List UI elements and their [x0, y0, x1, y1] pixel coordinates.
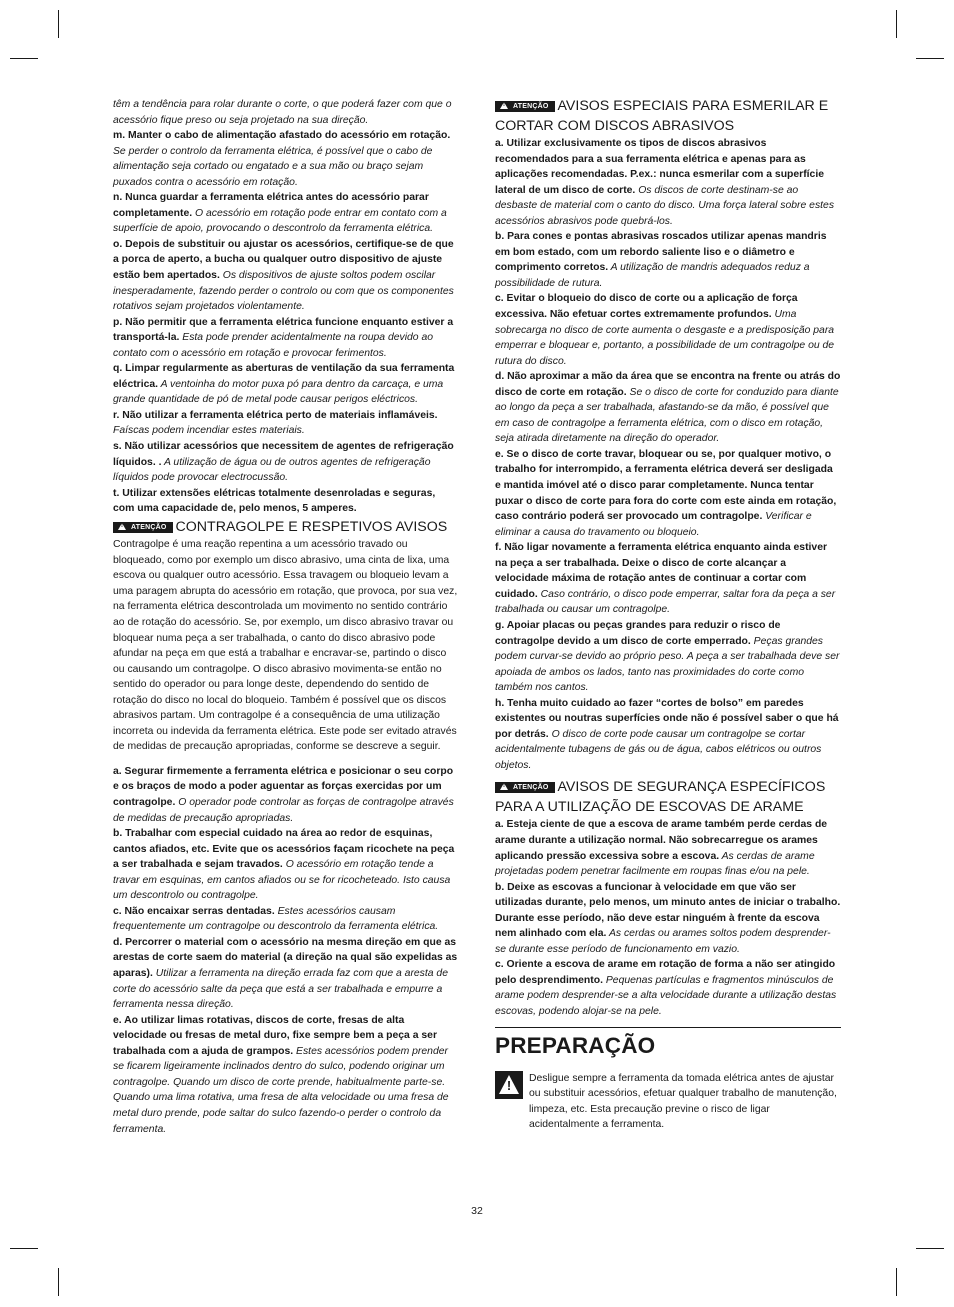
- section-divider: [495, 1027, 841, 1028]
- preparation-warning-text: Desligue sempre a ferramenta da tomada elétrica antes de ajustar ou substituir acessórios, efetuar qualquer trabalho de manutenção, limpeza, etc. Esta precaução previne o risco de ligar acidentalmente a ferramenta.: [529, 1072, 837, 1131]
- right-column: [495, 97, 841, 1133]
- warning-item-r: r. Não utilizar a ferramenta elétrica perto de materiais inflamáveis. Faíscas podem incendiar estes materiais.: [113, 409, 438, 437]
- disc-item-c: c. Evitar o bloqueio do disco de corte ou a aplicação de força excessiva. Não efetuar cortes extremamente profundos. Uma sobrecarga no disco de corte aumenta o desgaste e a predisposição para emperrar e bloquear e, portanto, a possibilidade de um contragolpe ou de rutura do disco.: [495, 293, 835, 367]
- kickback-description: Contragolpe é uma reação repentina a um acessório travado ou bloqueado, como por exemplo um disco abrasivo, uma cinta de lixa, uma escova ou qualquer outro acessório. Essa travagem ou bloqueio levam a uma paragem abrupta do acessório em rotação, que provoca, por sua vez, na ferramenta elétrica descontrolada um movimento no sentido contrário ao de rotação do acessório. Se, por exemplo, um disco abrasivo travar ou bloquear numa peça a ser trabalhada, o canto do disco abrasivo pode afundar na peça em que está a trabalhar e encravar-se, partindo o disco ou causando um contragolpe. O disco abrasivo movimenta-se então no sentido do operador ou para longe deste, dependendo do sentido de rotação do disco no local do bloqueio. Também é possível que os discos abrasivos partam. Um contragolpe é a consequência de uma utilização incorreta ou indevida da ferramenta elétrica. Este pode ser evitado através de medidas de precaução apropriadas, conforme se descreve a seguir.: [113, 539, 458, 753]
- section-heading-kickback: !ATENÇÃO CONTRAGOLPE E RESPETIVOS AVISOS: [113, 518, 459, 538]
- brush-item-b: b. Deixe as escovas a funcionar à velocidade em que vão ser utilizadas durante, pelo menos, um minuto antes de iniciar o trabalho. Durante esse período, não deve estar ninguém à frente da escova nem alinhado com ela. As cerdas ou arames soltos podem desprender-se durante esse período de funcionamento em vazio.: [495, 881, 841, 955]
- warning-triangle-icon: [118, 523, 126, 530]
- brush-item-c: c. Oriente a escova de arame em rotação de forma a não ser atingido pelo desprendimento. Pequenas partículas e fragmentos minúsculos de arame podem desprender-se a alta velocidade durante a utilização destas escovas, podendo alojar-se na pele.: [495, 959, 837, 1017]
- kickback-item-b: b. Trabalhar com especial cuidado na área ao redor de esquinas, cantos afiados, etc. Evite que os acessórios façam ricochete na peça a ser trabalhada e sejam travados. O acessório em rotação tende a travar em esquinas, em cantos afiados ou se for ricocheteado. Isto causa um descontrolo ou contragolpe.: [113, 828, 455, 902]
- crop-mark: [916, 1248, 944, 1249]
- crop-mark: [896, 10, 897, 38]
- warning-item-m: m. Manter o cabo de alimentação afastado do acessório em rotação. Se perder o controlo da ferramenta elétrica, é possível que o cabo de alimentação seja cortado ou engatado e a sua mão ou braço sejam puxados contra o acessório em rotação.: [113, 130, 451, 188]
- left-column: [113, 97, 459, 1137]
- warning-icon: !: [495, 1071, 523, 1099]
- warning-badge: !ATENÇÃO: [495, 101, 555, 112]
- warning-item-t: t. Utilizar extensões elétricas totalmente desenroladas e seguras, com uma capacidade de, pelo menos, 5 amperes.: [113, 487, 436, 515]
- warning-badge: !ATENÇÃO: [113, 522, 173, 533]
- preparation-warning: [495, 1071, 841, 1133]
- crop-mark: [896, 1268, 897, 1296]
- disc-item-a: a. Utilizar exclusivamente os tipos de discos abrasivos recomendados para a sua ferramenta elétrica e apenas para as aplicações recomendadas. P.ex.: nunca esmerilar com a superfície lateral de um disco de corte. Os discos de corte destinam-se ao desbaste de material com o canto do disco. Uma força lateral sobre estes acessórios abrasivos pode quebrá-los.: [495, 138, 835, 227]
- crop-mark: [58, 1268, 59, 1296]
- warning-item-n: n. Nunca guardar a ferramenta elétrica antes do acessório parar completamente. O acessório em rotação pode entrar em contato com a superfície de apoio, provocando o descontrolo da ferramenta elétrica.: [113, 192, 447, 235]
- section-heading-abrasive-discs: !ATENÇÃO AVISOS ESPECIAIS PARA ESMERILAR E CORTAR COM DISCOS ABRASIVOS: [495, 97, 841, 136]
- warning-badge: !ATENÇÃO: [495, 782, 555, 793]
- warning-triangle-icon: [500, 783, 508, 790]
- warning-item-o: o. Depois de substituir ou ajustar os acessórios, certifique-se de que a porca de aperto, a bucha ou qualquer outro dispositivo de ajuste estão bem apertados. Os dispositivos de ajuste soltos podem oscilar inesperadamente, fazendo perder o controlo ou com que os componentes rotativos sejam projetados violentamente.: [113, 238, 454, 313]
- kickback-item-c: c. Não encaixar serras dentadas. Estes acessórios causam frequentemente um contragolpe ou descontrolo da ferramenta elétrica.: [113, 905, 439, 933]
- crop-mark: [10, 1248, 38, 1249]
- disc-item-d: d. Não aproximar a mão da área que se encontra na frente ou atrás do disco de corte em rotação. Se o disco de corte for conduzido para diante ao longo da peça a ser trabalhada, afastando-se da mão, é possível que em caso de contragolpe a ferramenta elétrica, com o disco em rotação, seja atirada diretamente na direção do operador.: [495, 371, 841, 445]
- crop-mark: [58, 10, 59, 38]
- preparation-title: PREPARAÇÃO: [495, 1032, 656, 1058]
- warning-triangle-icon: [500, 102, 508, 109]
- disc-item-h: h. Tenha muito cuidado ao fazer “cortes de bolso” em paredes existentes ou noutras superfícies onde não é possível saber o que há por detrás. O disco de corte pode causar um contragolpe se cortar acidentalmente tubagens de gás ou de água, cabos elétricos ou outros objetos.: [495, 697, 839, 771]
- warning-item-s: s. Não utilizar acessórios que necessitem de agentes de refrigeração líquidos. . A utilização de água ou de outros agentes de refrigeração líquidos pode provocar electrocussão.: [113, 441, 454, 484]
- paragraph-continued: têm a tendência para rolar durante o corte, o que poderá fazer com que o acessório fique preso ou seja projetado na sua direção.: [113, 99, 452, 126]
- warning-item-q: q. Limpar regularmente as aberturas de ventilação da sua ferramenta eléctrica. A ventoinha do motor puxa pó para dentro da carcaça, e uma grande quantidade de pó de metal pode causar perigos eléctricos.: [113, 363, 455, 406]
- crop-mark: [916, 58, 944, 59]
- disc-item-b: b. Para cones e pontas abrasivas roscados utilizar apenas mandris em bom estado, com um rebordo saliente liso e o diâmetro e comprimento corretos. A utilização de mandris adequados reduz a possibilidade de rutura.: [495, 231, 827, 289]
- kickback-item-e: e. Ao utilizar limas rotativas, discos de corte, fresas de alta velocidade ou fresas de metal duro, fixe sempre bem a peça a ser trabalhada com a ajuda de grampos. Estes acessórios podem prender se ficarem ligeiramente inclinados dentro do sulco, podendo originar um contragolpe. Quando um disco de corte prende, habitualmente parte-se. Quando uma lima rotativa, uma fresa de alta velocidade ou uma fresa de metal duro prende, pode saltar do sulco fazendo-o perder o controlo da ferramenta.: [113, 1014, 449, 1135]
- disc-item-f: f. Não ligar novamente a ferramenta elétrica enquanto ainda estiver na peça a ser trabalhada. Deixe o disco de corte alcançar a velocidade máxima de rotação antes de continuar a cortar com cuidado. Caso contrário, o disco pode emperrar, saltar fora da peça a ser trabalhada ou causar um contragolpe.: [495, 542, 836, 616]
- disc-item-e: e. Se o disco de corte travar, bloquear ou se, por qualquer motivo, o trabalho for interrompido, a ferramenta elétrica deverá ser desligada e mantida imóvel até o disco parar completamente. Nunca tentar puxar o disco de corte para fora do corte com este ainda em rotação, caso contrário poderá ser provocado um contragolpe. Verificar e eliminar a causa do travamento ou bloqueio.: [495, 448, 837, 538]
- brush-item-a: a. Esteja ciente de que a escova de arame também perde cerdas de arame durante a utilização normal. Não sobrecarregue os arames aplicando pressão excessiva sobre a escova. As cerdas de arame projetadas podem penetrar facilmente em roupas finas e/ou na pele.: [495, 819, 828, 878]
- kickback-item-d: d. Percorrer o material com o acessório na mesma direção em que as arestas de corte saem do material (a direção na qual são expelidas as aparas). Utilizar a ferramenta na direção errada faz com que a aresta de corte do acessório salte da peça que está a ser trabalhada e empurre a ferramenta nessa direção.: [113, 936, 458, 1011]
- page-number: 32: [471, 1205, 483, 1217]
- crop-mark: [10, 58, 38, 59]
- kickback-item-a: a. Segurar firmemente a ferramenta elétrica e posicionar o seu corpo e os braços de modo a poder aguentar as forças exercidas por um contragolpe. O operador pode controlar as forças de contragolpe através de medidas de precaução apropriadas.: [113, 765, 454, 824]
- warning-item-p: p. Não permitir que a ferramenta elétrica funcione enquanto estiver a transportá-la. Esta pode prender acidentalmente na roupa devido ao contato com o acessório em rotação e provocar ferimentos.: [113, 316, 454, 359]
- section-heading-wire-brushes: !ATENÇÃO AVISOS DE SEGURANÇA ESPECÍFICOS PARA A UTILIZAÇÃO DE ESCOVAS DE ARAME: [495, 778, 841, 817]
- disc-item-g: g. Apoiar placas ou peças grandes para reduzir o risco de contragolpe devido a um disco de corte emperrado. Peças grandes podem curvar-se devido ao próprio peso. A peça a ser trabalhada deve ser apoiada de ambos os lados, tanto nas proximidades do corte como também nos cantos.: [495, 619, 840, 694]
